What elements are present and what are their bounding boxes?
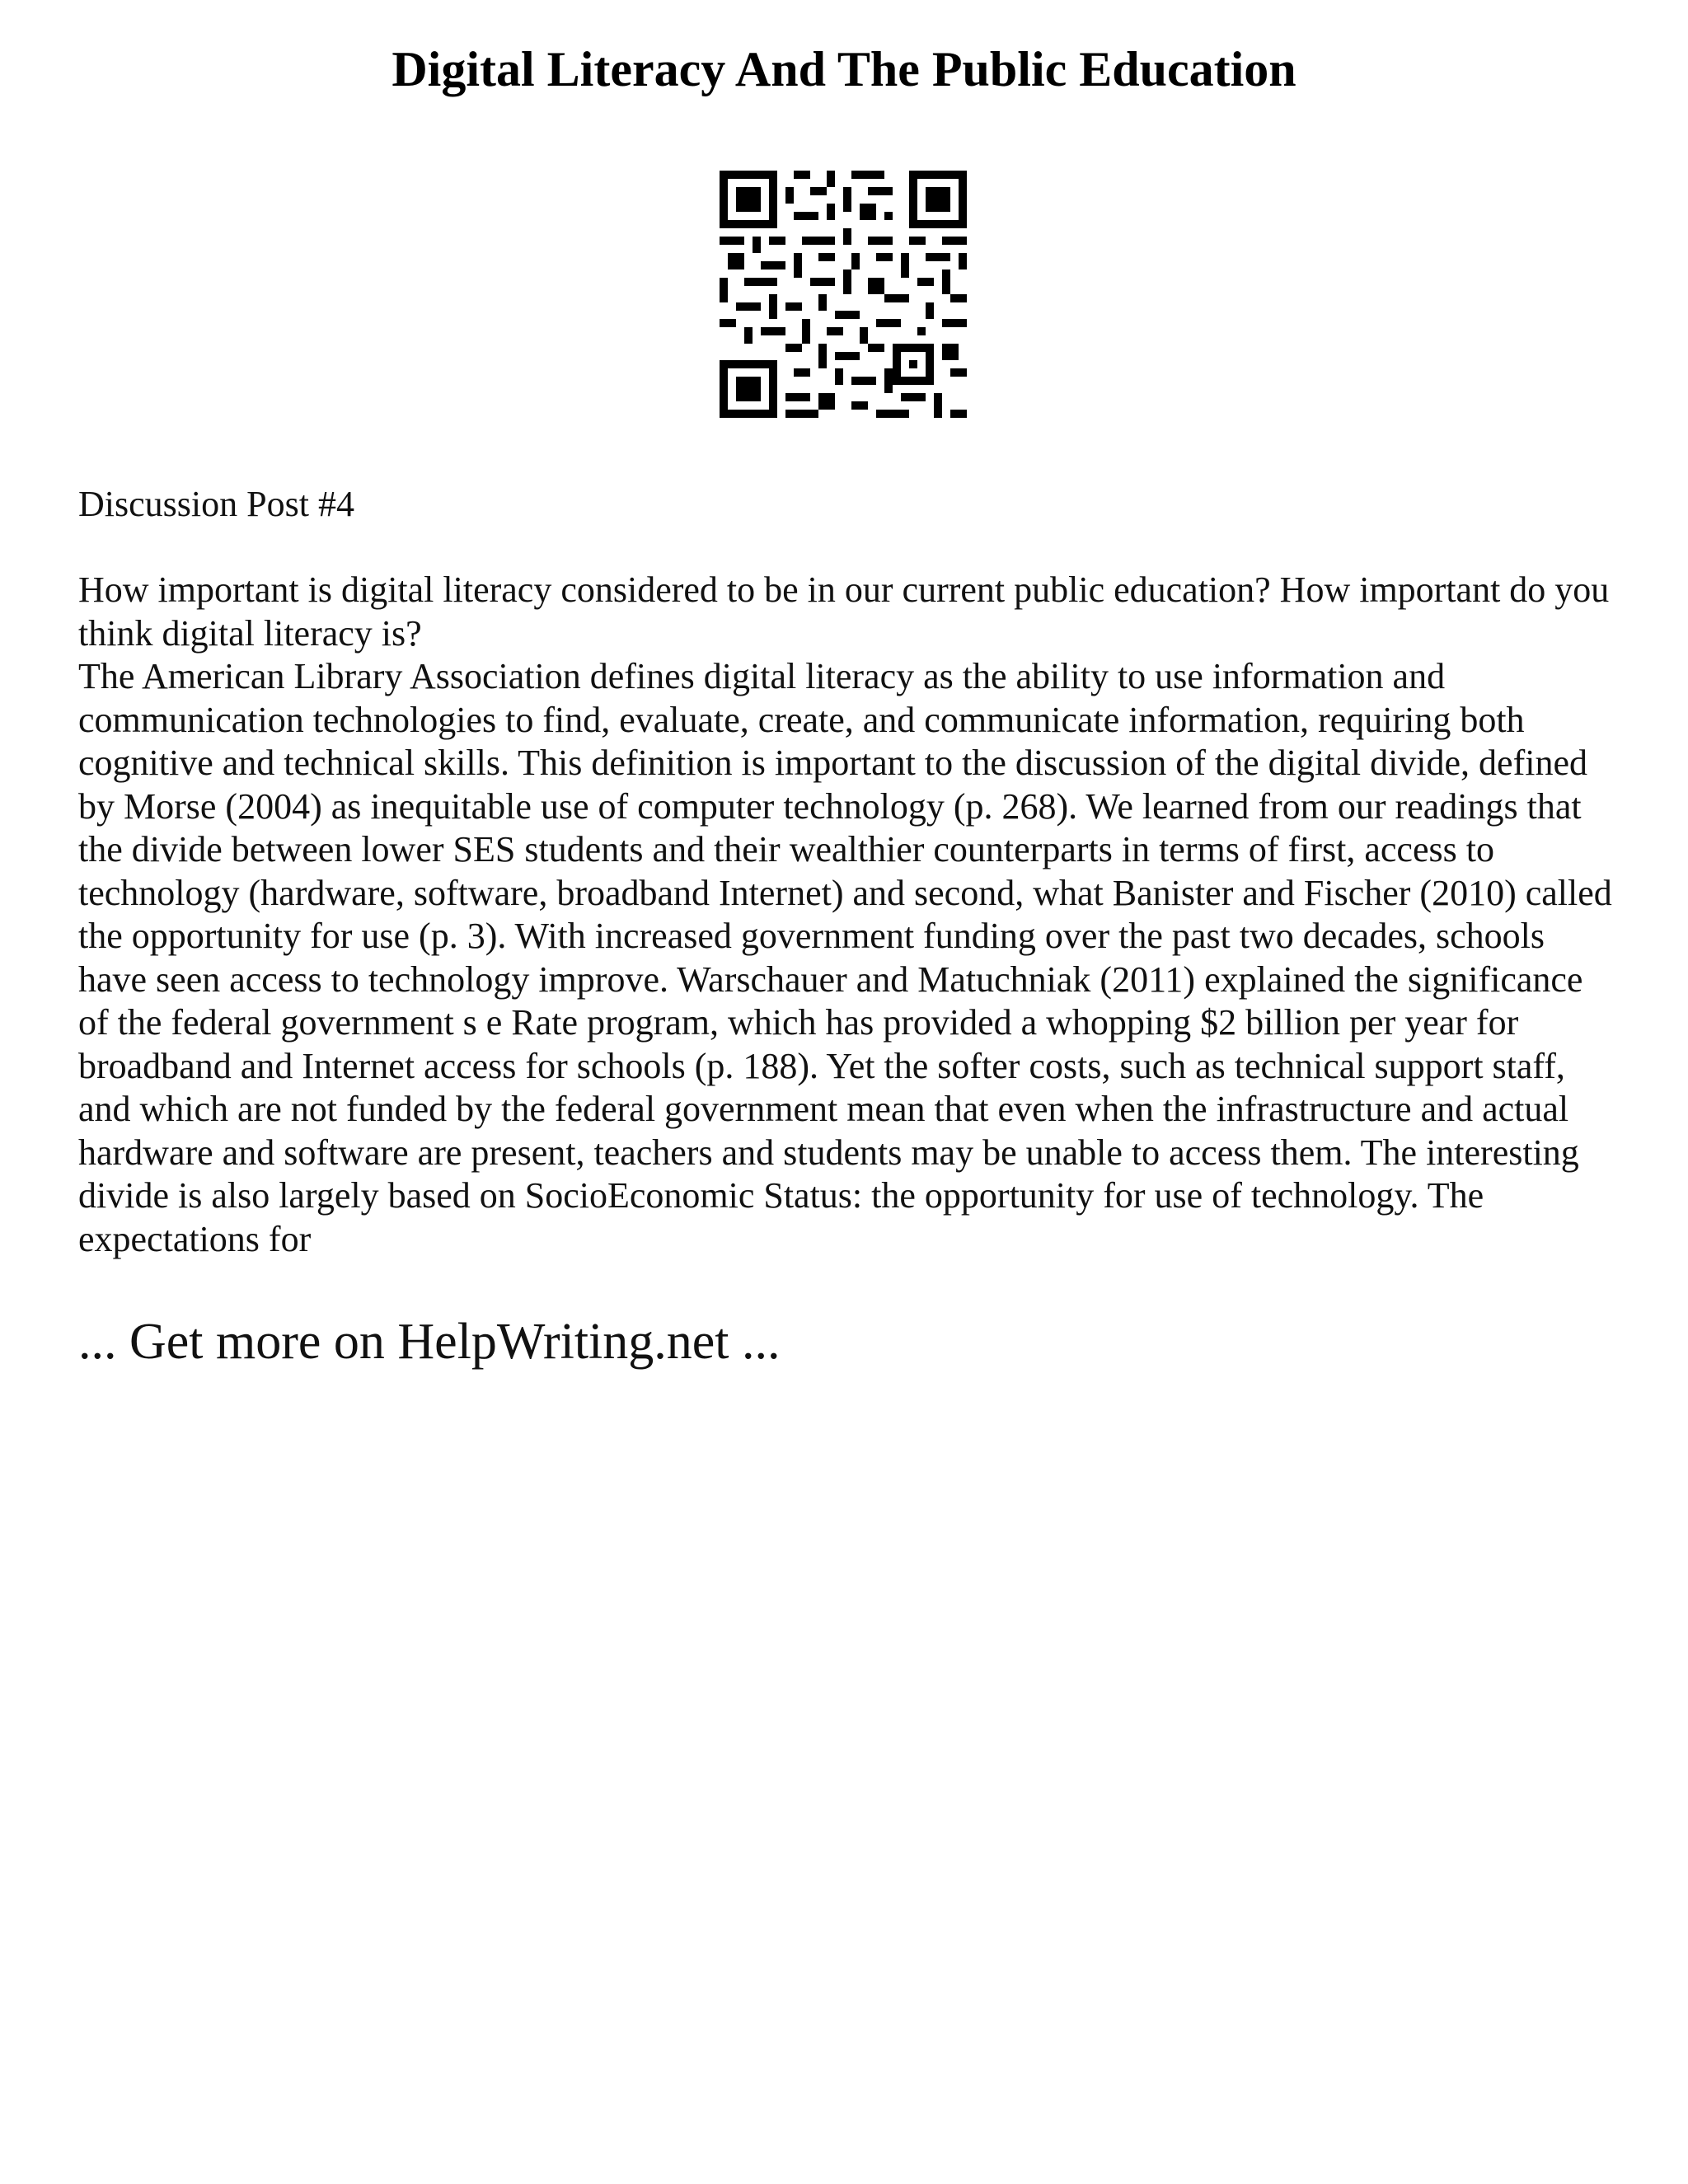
post-body [78,569,1620,1261]
document-title: Digital Literacy And The Public Education [392,42,1296,96]
qr-code-icon[interactable] [720,171,967,418]
get-more-link[interactable]: ... Get more on HelpWriting.net ... [78,1314,781,1370]
question-paragraph: How important is digital literacy considered to be in our current public education? How important do you think digital literacy is? [78,569,1610,654]
body-paragraph: The American Library Association defines digital literacy as the ability to use information and communication technologies to find, evaluate, create, and communicate information, requiring both cognitive and technical skills. This definition is important to the discussion of the digital divide, defined by Morse (2004) as inequitable use of computer technology (p. 268). We learned from our readings that the divide between lower SES students and their wealthier counterparts in terms of first, access to technology (hardware, software, broadband Internet) and second, what Banister and Fischer (2010) called the opportunity for use (p. 3). With increased government funding over the past two decades, schools have seen access to technology improve. Warschauer and Matuchniak (2011) explained the significance of the federal government s e Rate program, which has provided a whopping $2 billion per year for broadband and Internet access for schools (p. 188). Yet the softer costs, such as technical support staff, and which are not funded by the federal government mean that even when the infrastructure and actual hardware and software are present, teachers and students may be unable to access them. The interesting divide is also largely based on SocioEconomic Status: the opportunity for use of technology. The expectations for [78,656,1612,1259]
post-label: Discussion Post #4 [78,484,354,524]
